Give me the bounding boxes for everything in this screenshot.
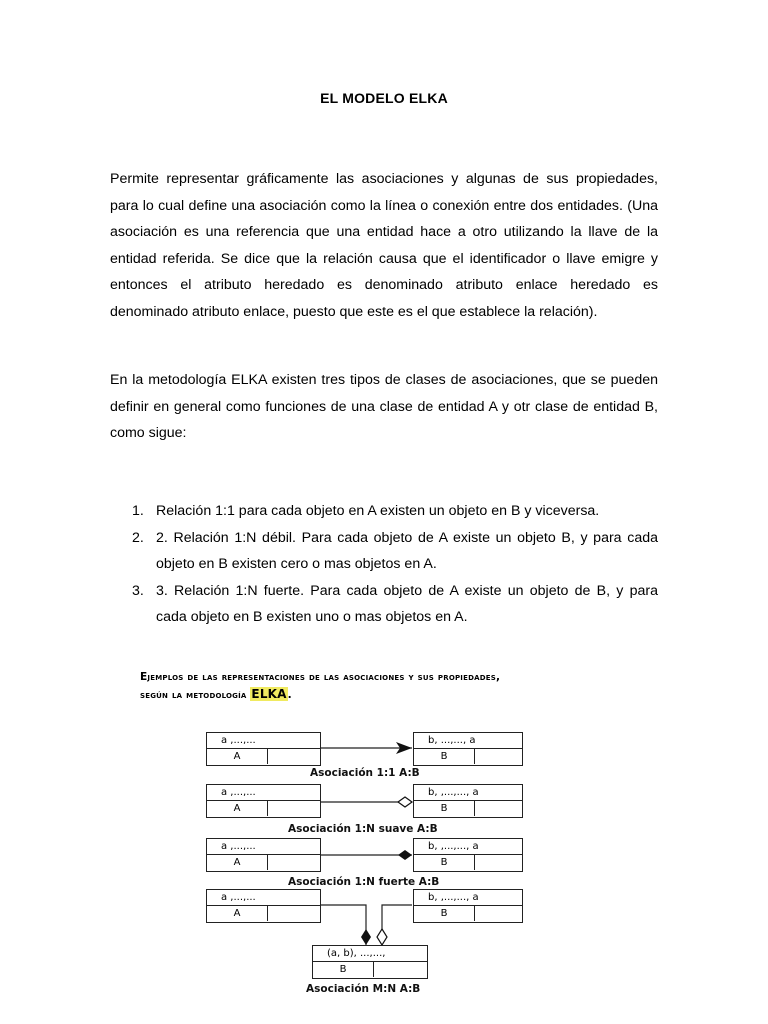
caption-suffix: . — [287, 689, 292, 701]
list-item — [110, 578, 658, 631]
list-item-number: 3. — [132, 582, 144, 599]
entity-box-a — [206, 889, 321, 923]
entity-box-a — [206, 732, 321, 766]
list-item — [110, 498, 658, 525]
caption-highlight-elka: ELKA — [251, 687, 287, 701]
entity-name-row — [207, 906, 320, 921]
entity-attributes: a ,...,... — [207, 733, 320, 749]
entity-attributes: b, ...,..., a — [414, 733, 522, 749]
list-item-number: 1. — [132, 503, 144, 519]
entity-attributes: b, ,...,..., a — [414, 785, 522, 801]
entity-name-row — [414, 801, 522, 816]
list-item — [110, 525, 658, 578]
figure-caption — [140, 669, 500, 704]
paragraph-types: En la metodología ELKA existen tres tipos de clases de asociaciones, que se pueden definir en general como funciones de una clase de entidad A y otr clase de entidad B, como sigue: — [110, 372, 658, 441]
entity-name-row — [313, 962, 427, 977]
association-label: Asociación 1:N fuerte A:B — [288, 876, 440, 888]
divider — [474, 749, 475, 764]
entity-name: B — [440, 908, 448, 919]
entity-name: B — [440, 857, 448, 868]
entity-name-row — [414, 906, 522, 921]
entity-attributes: (a, b), ...,..., — [313, 946, 427, 962]
list-item-text: 3. Relación 1:N fuerte. Para cada objeto de A existe un objeto de B, y para cada objeto en B existen uno o mas objetos en A. — [156, 582, 658, 625]
entity-name: B — [440, 751, 448, 762]
entity-name: B — [440, 803, 448, 814]
association-label: Asociación M:N A:B — [306, 983, 421, 995]
entity-name: A — [233, 908, 241, 919]
list-item-text: Relación 1:1 para cada objeto en A existen un objeto en B y viceversa. — [156, 503, 600, 519]
entity-attributes: a ,...,... — [207, 839, 320, 855]
entity-name: A — [233, 857, 241, 868]
list-item-text: 2. Relación 1:N débil. Para cada objeto de A existe un objeto B, y para cada objeto en B existen cero o mas objetos en A. — [156, 529, 658, 572]
association-label: Asociación 1:1 A:B — [310, 767, 420, 779]
entity-attributes: b, ,...,..., a — [414, 890, 522, 906]
entity-name-row — [207, 855, 320, 870]
entity-name-row — [207, 801, 320, 816]
hollow-diamond-icon — [398, 797, 412, 807]
figure-caption-line2 — [140, 686, 500, 704]
association-label: Asociación 1:N suave A:B — [288, 823, 438, 835]
entity-attributes: a ,...,... — [207, 785, 320, 801]
entity-name: A — [233, 751, 241, 762]
divider — [474, 801, 475, 816]
association-types-list — [110, 498, 658, 631]
entity-box-ab — [312, 945, 428, 979]
divider — [267, 855, 268, 870]
entity-name-row — [414, 855, 522, 870]
entity-box-a — [206, 838, 321, 872]
filled-diamond-icon — [398, 850, 412, 860]
entity-box-b — [413, 838, 523, 872]
divider — [474, 855, 475, 870]
entity-name-row — [207, 749, 320, 764]
filled-diamond-icon — [361, 929, 371, 945]
hollow-diamond-icon — [377, 929, 387, 945]
entity-name-row — [414, 749, 522, 764]
divider — [267, 906, 268, 921]
connector-mn-right — [382, 905, 412, 945]
entity-box-a — [206, 784, 321, 818]
entity-box-b — [413, 784, 523, 818]
entity-box-b — [413, 889, 523, 923]
divider — [267, 749, 268, 764]
caption-prefix: según la metodología — [140, 689, 251, 701]
divider — [474, 906, 475, 921]
divider — [373, 962, 374, 977]
entity-name: B — [339, 964, 347, 975]
figure-caption-line1: Ejemplos de las representaciones de las asociaciones y sus propiedades, — [140, 671, 501, 683]
document-title: EL MODELO ELKA — [320, 90, 448, 106]
paragraph-intro: Permite representar gráficamente las asociaciones y algunas de sus propiedades, para lo cual define una asociación como la línea o conexión entre dos entidades. (Una asociación es una referencia que una entidad hace a otro utilizando la llave de la entidad referida. Se dice que la relación causa que el identificador o llave emigre y entonces el atributo heredado es denominado atributo enlace heredado es denominado atributo enlace, puesto que este es el que establece la relación). — [110, 171, 658, 320]
arrowhead-icon — [396, 742, 412, 754]
list-item-number: 2. — [132, 529, 144, 546]
entity-attributes: b, ,...,..., a — [414, 839, 522, 855]
divider — [267, 801, 268, 816]
connector-mn-left — [320, 905, 366, 945]
entity-name: A — [233, 803, 241, 814]
entity-attributes: a ,...,... — [207, 890, 320, 906]
entity-box-b — [413, 732, 523, 766]
